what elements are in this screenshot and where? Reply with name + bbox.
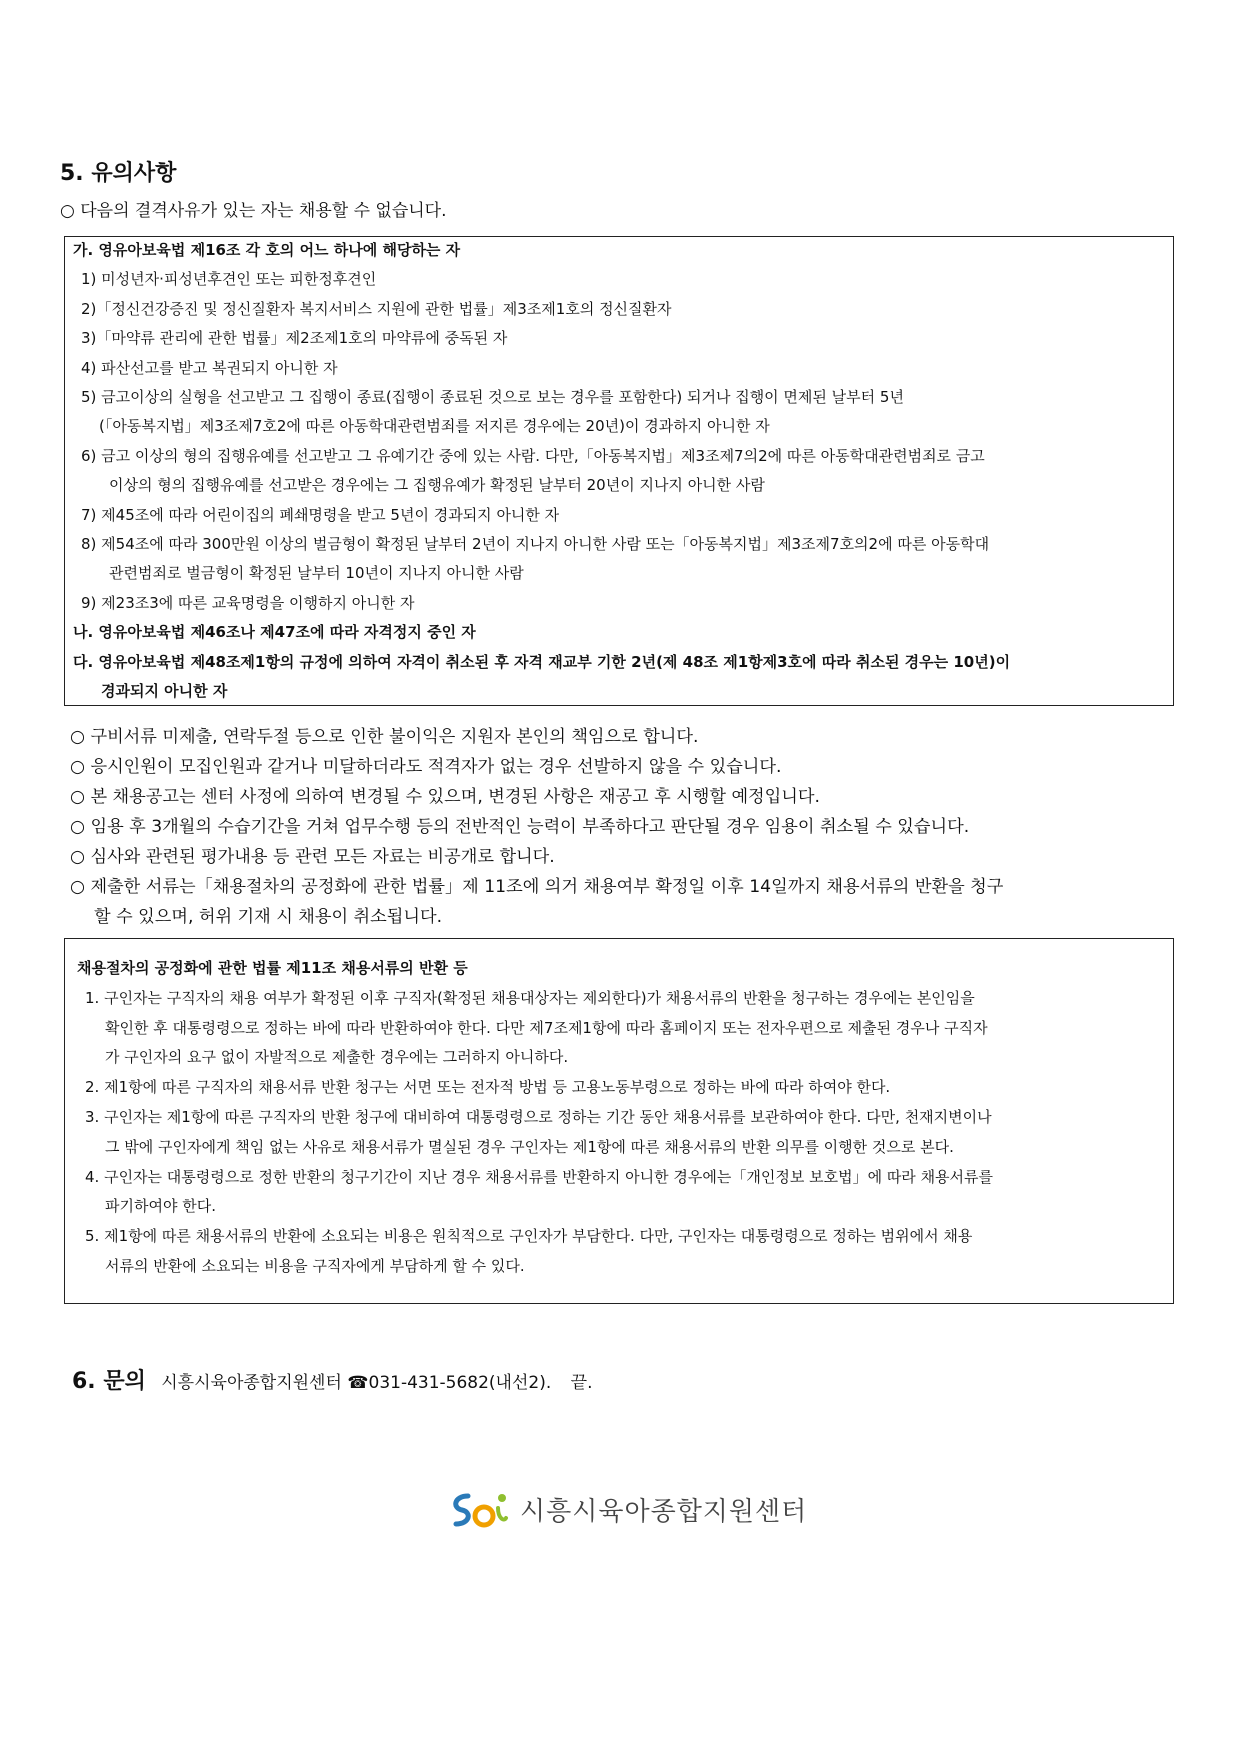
disqualification-line: 다. 영유아보육법 제48조제1항의 규정에 의하여 자격이 취소된 후 자격 재교부 기한 2년(제 48조 제1항제3호에 따라 취소된 경우는 10년)이 xyxy=(73,652,1011,671)
law-box-line: 서류의 반환에 소요되는 비용을 구직자에게 부담하게 할 수 있다. xyxy=(105,1257,525,1275)
note-item: ○ 구비서류 미제출, 연락두절 등으로 인한 불이익은 지원자 본인의 책임으로 합니다. xyxy=(70,727,699,747)
section-5-intro: ○ 다음의 결격사유가 있는 자는 채용할 수 없습니다. xyxy=(60,201,447,221)
disqualification-line: 경과되지 아니한 자 xyxy=(101,682,228,700)
disqualification-line: 6) 금고 이상의 형의 집행유예를 선고받고 그 유예기간 중에 있는 사람. 다만,「아동복지법」제3조제7의2에 따른 아동학대관련범죄로 금고 xyxy=(81,446,985,465)
disqualification-box xyxy=(64,236,1174,706)
section-6-heading: 6. 문의 xyxy=(72,1369,146,1394)
law-box-line: 2. 제1항에 따른 구직자의 채용서류 반환 청구는 서면 또는 전자적 방법 등 고용노동부령으로 정하는 바에 따라 하여야 한다. xyxy=(85,1078,891,1097)
disqualification-line: 3)「마약류 관리에 관한 법률」제2조제1호의 마약류에 중독된 자 xyxy=(81,329,508,348)
law-box-line: 파기하여야 한다. xyxy=(105,1197,216,1216)
note-item: ○ 임용 후 3개월의 수습기간을 거쳐 업무수행 등의 전반적인 능력이 부족하다고 판단될 경우 임용이 취소될 수 있습니다. xyxy=(70,817,970,837)
disqualification-line: 9) 제23조3에 따른 교육명령을 이행하지 아니한 자 xyxy=(81,593,415,612)
note-item: ○ 제출한 서류는「채용절차의 공정화에 관한 법률」제 11조에 의거 채용여부 확정일 이후 14일까지 채용서류의 반환을 청구 xyxy=(70,877,1004,897)
disqualification-line: 8) 제54조에 따라 300만원 이상의 벌금형이 확정된 날부터 2년이 지나지 아니한 사람 또는「아동복지법」제3조제7호의2에 따른 아동학대 xyxy=(81,535,990,553)
note-item: ○ 심사와 관련된 평가내용 등 관련 모든 자료는 비공개로 합니다. xyxy=(70,847,555,867)
disqualification-line: 1) 미성년자·피성년후견인 또는 피한정후견인 xyxy=(81,270,377,289)
contact-org: 시흥시육아종합지원센터 xyxy=(161,1373,342,1393)
disqualification-line: (「아동복지법」제3조제7호2에 따른 아동학대관련범죄를 저지른 경우에는 20년)이 경과하지 아니한 자 xyxy=(99,417,770,436)
section-5-heading: 5. 유의사항 xyxy=(60,161,177,186)
law-box-line: 3. 구인자는 제1항에 따른 구직자의 반환 청구에 대비하여 대통령령으로 정하는 기간 동안 채용서류를 보관하여야 한다. 다만, 천재지변이나 xyxy=(85,1108,992,1126)
disqualification-line: 이상의 형의 집행유예를 선고받은 경우에는 그 집행유예가 확정된 날부터 20년이 지나지 아니한 사람 xyxy=(109,476,765,495)
document-end: 끝. xyxy=(570,1373,593,1393)
law-box-line: 그 밖에 구인자에게 책임 없는 사유로 채용서류가 멸실된 경우 구인자는 제1항에 따른 채용서류의 반환 의무를 이행한 것으로 본다. xyxy=(105,1137,954,1156)
law-article-box xyxy=(64,938,1174,1304)
law-box-line: 확인한 후 대통령령으로 정하는 바에 따라 반환하여야 한다. 다만 제7조제1항에 따라 홈페이지 또는 전자우편으로 제출된 경우나 구직자 xyxy=(105,1018,988,1037)
logo-mark-icon xyxy=(448,1488,512,1530)
note-item: ○ 본 채용공고는 센터 사정에 의하여 변경될 수 있으며, 변경된 사항은 재공고 후 시행할 예정입니다. xyxy=(70,787,820,807)
note-item: ○ 응시인원이 모집인원과 같거나 미달하더라도 적격자가 없는 경우 선발하지 않을 수 있습니다. xyxy=(70,757,782,777)
law-box-line: 5. 제1항에 따른 채용서류의 반환에 소요되는 비용은 원칙적으로 구인자가 부담한다. 다만, 구인자는 대통령령으로 정하는 범위에서 채용 xyxy=(85,1227,973,1246)
contact-line xyxy=(72,1364,593,1395)
logo-text: 시흥시육아종합지원센터 xyxy=(520,1496,808,1527)
disqualification-line: 관련범죄로 벌금형이 확정된 날부터 10년이 지나지 아니한 사람 xyxy=(109,564,524,583)
center-logo xyxy=(448,1488,807,1530)
phone-icon: ☎ xyxy=(347,1373,369,1393)
disqualification-line: 나. 영유아보육법 제46조나 제47조에 따라 자격정지 중인 자 xyxy=(73,623,476,642)
disqualification-line: 7) 제45조에 따라 어린이집의 폐쇄명령을 받고 5년이 경과되지 아니한 자 xyxy=(81,505,560,524)
disqualification-line: 가. 영유아보육법 제16조 각 호의 어느 하나에 해당하는 자 xyxy=(73,241,461,259)
law-box-title: 채용절차의 공정화에 관한 법률 제11조 채용서류의 반환 등 xyxy=(77,959,468,977)
law-box-line: 가 구인자의 요구 없이 자발적으로 제출한 경우에는 그러하지 아니하다. xyxy=(105,1048,569,1067)
law-box-line: 4. 구인자는 대통령령으로 정한 반환의 청구기간이 지난 경우 채용서류를 반환하지 아니한 경우에는「개인정보 보호법」에 따라 채용서류를 xyxy=(85,1167,994,1186)
disqualification-line: 2)「정신건강증진 및 정신질환자 복지서비스 지원에 관한 법률」제3조제1호의 정신질환자 xyxy=(81,299,672,318)
contact-phone: 031-431-5682(내선2). xyxy=(368,1373,552,1393)
disqualification-line: 5) 금고이상의 실형을 선고받고 그 집행이 종료(집행이 종료된 것으로 보는 경우를 포함한다) 되거나 집행이 면제된 날부터 5년 xyxy=(81,388,904,406)
law-box-line: 1. 구인자는 구직자의 채용 여부가 확정된 이후 구직자(확정된 채용대상자는 제외한다)가 채용서류의 반환을 청구하는 경우에는 본인임을 xyxy=(85,988,975,1007)
note-item: 할 수 있으며, 허위 기재 시 채용이 취소됩니다. xyxy=(94,907,443,927)
disqualification-line: 4) 파산선고를 받고 복권되지 아니한 자 xyxy=(81,358,338,377)
